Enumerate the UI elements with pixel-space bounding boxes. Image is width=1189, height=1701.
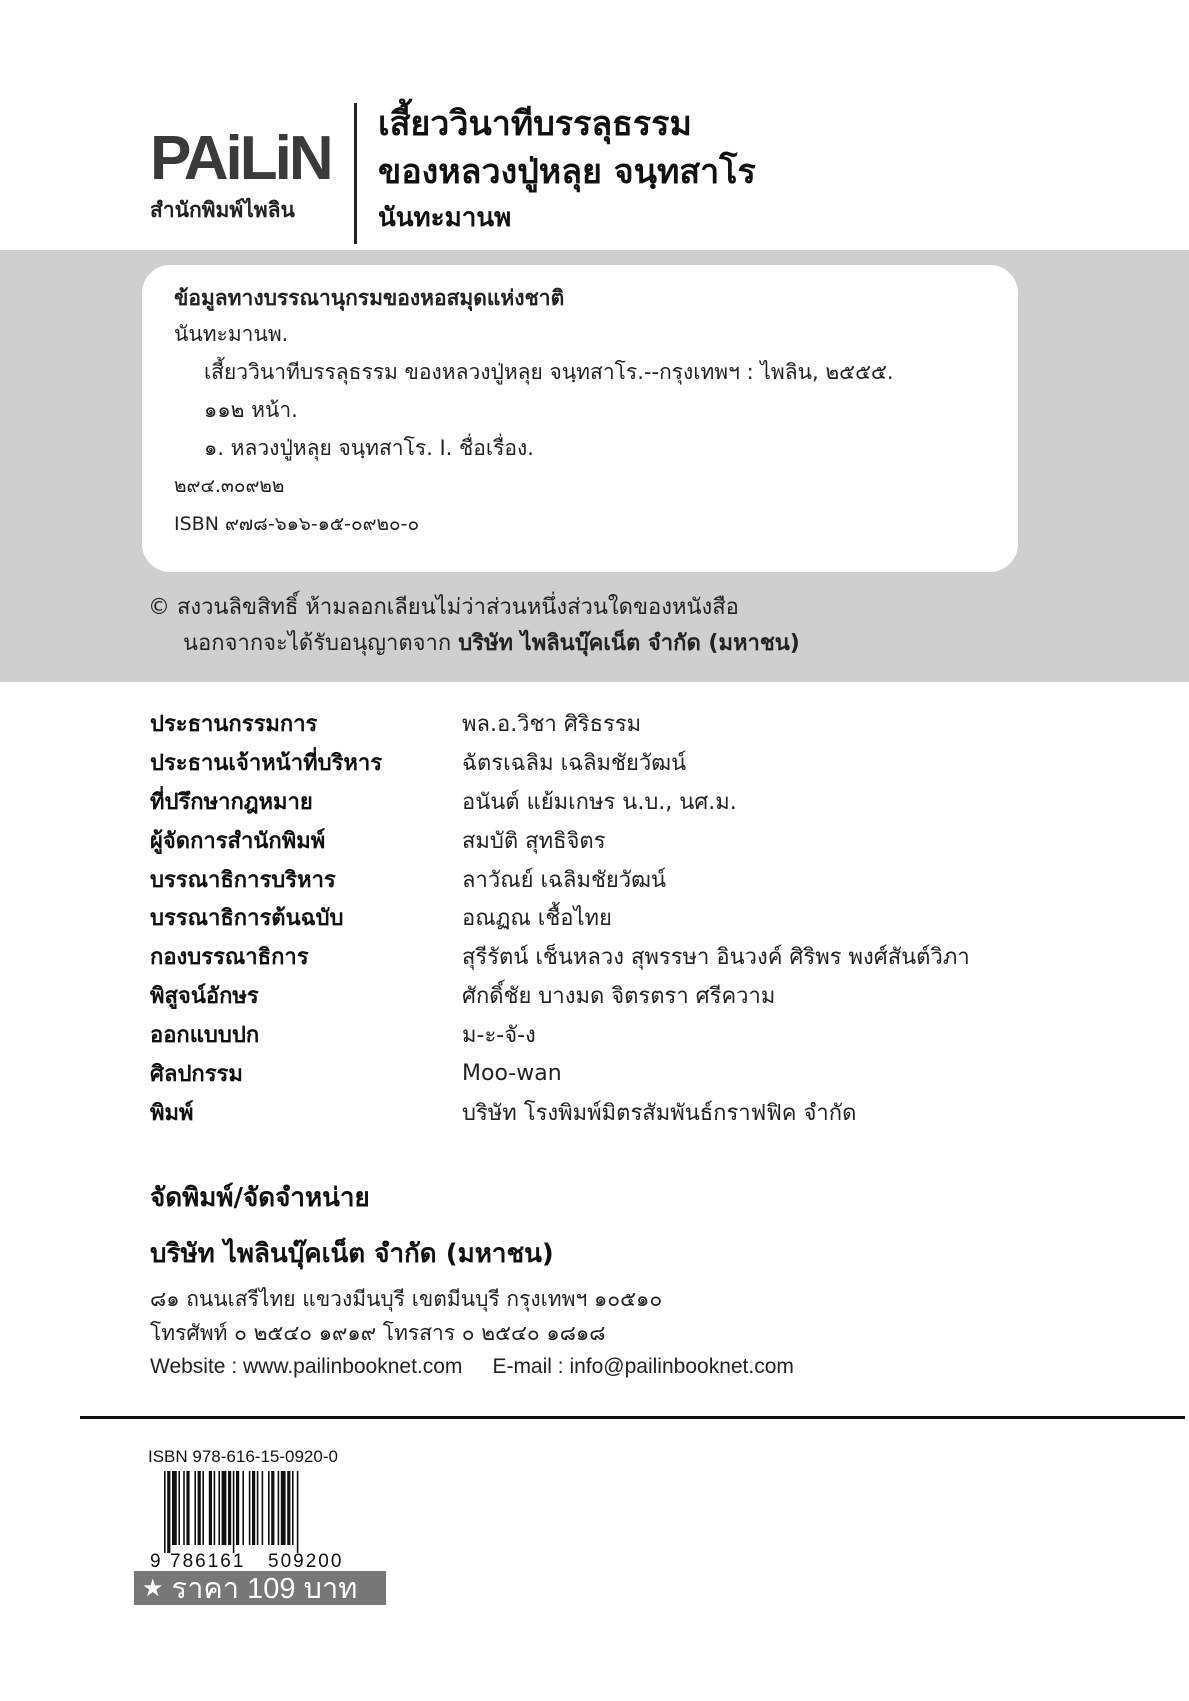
logo-subtitle: สำนักพิมพ์ไพลิน (150, 198, 295, 222)
barcode-bar (281, 1471, 286, 1545)
barcode-bar (164, 1471, 166, 1553)
barcode-bar (262, 1471, 264, 1545)
credit-role: ศิลปกรรม (150, 1061, 243, 1087)
credit-names: ศักดิ์ชัย บางมด จิตรตรา ศรีความ (462, 984, 776, 1010)
credit-names: Moo-wan (462, 1060, 562, 1086)
cip-heading: ข้อมูลทางบรรณานุกรมของหอสมุดแห่งชาติ (174, 286, 565, 310)
credit-names: ม-ะ-จั-ง (462, 1023, 536, 1049)
cip-pages: ๑๑๒ หน้า. (204, 398, 298, 422)
publisher-heading: จัดพิมพ์/จัดจำหน่าย (150, 1183, 370, 1213)
barcode-digits-group-2: 509200 (268, 1551, 344, 1571)
cip-isbn: ISBN ๙๗๘-๖๑๖-๑๕-๐๙๒๐-๐ (174, 513, 420, 535)
barcode-bar (268, 1471, 270, 1545)
barcode-bars (164, 1471, 298, 1553)
cip-card (142, 265, 1018, 572)
barcode-bar (271, 1471, 274, 1545)
credit-row (150, 782, 1090, 821)
credit-row (150, 898, 1090, 937)
credit-role: ประธานเจ้าหน้าที่บริหาร (150, 750, 383, 776)
barcode-bar (257, 1471, 259, 1545)
cip-title-entry: เสี้ยววินาทีบรรลุธรรม ของหลวงปู่หลุย จนฺทสาโร.--กรุงเทพฯ : ไพลิน, ๒๕๕๕. (204, 360, 894, 384)
credit-role: บรรณาธิการต้นฉบับ (150, 906, 344, 932)
price-tag (134, 1571, 386, 1605)
barcode-bar (242, 1471, 244, 1545)
book-author: นันทะมานพ (378, 203, 512, 233)
publisher-email: E-mail : info@pailinbooknet.com (492, 1355, 794, 1378)
publisher-info (150, 1180, 794, 1384)
credit-role: ผู้จัดการสำนักพิมพ์ (150, 828, 326, 854)
book-title-line-2: ของหลวงปู่หลุย จนฺทสาโร (378, 152, 756, 192)
credit-row (150, 937, 1090, 976)
publisher-phone: โทรศัพท์ ๐ ๒๕๔๐ ๑๙๑๙ โทรสาร ๐ ๒๕๔๐ ๑๘๑๘ (150, 1321, 606, 1345)
cip-subject: ๑. หลวงปู่หลุย จนฺทสาโร. I. ชื่อเรื่อง. (204, 436, 534, 460)
barcode-bar (202, 1471, 204, 1545)
barcode-bar (183, 1471, 185, 1545)
barcode-bar (236, 1471, 239, 1545)
copyright-line-2 (148, 626, 800, 662)
barcode-bar (178, 1471, 180, 1545)
header-divider (354, 103, 357, 244)
credit-names: ฉัตรเฉลิม เฉลิมชัยวัฒน์ (462, 750, 687, 776)
header (0, 0, 1189, 250)
star-icon: ★ (142, 1574, 164, 1602)
publisher-company: บริษัท ไพลินบุ๊คเน็ต จำกัด (มหาชน) (150, 1239, 554, 1269)
copyright-prefix: นอกจากจะได้รับอนุญาตจาก (183, 631, 452, 656)
credit-names: อณฏณ เชื้อไทย (462, 906, 612, 932)
publisher-logo (150, 124, 331, 227)
isbn-barcode (148, 1471, 372, 1571)
copyright-notice (148, 590, 800, 662)
barcode-bar (198, 1471, 201, 1545)
credit-role: พิมพ์ (150, 1100, 194, 1126)
barcode-bar (252, 1471, 255, 1545)
barcode-bar (167, 1471, 170, 1553)
barcode-isbn-label: ISBN 978-616-15-0920-0 (148, 1447, 338, 1466)
barcode-bar (249, 1471, 251, 1545)
barcode-bar (172, 1471, 177, 1545)
barcode-bar (222, 1471, 227, 1545)
barcode-bar (228, 1471, 231, 1545)
barcode-bar (209, 1471, 212, 1545)
barcode-bar (292, 1471, 294, 1545)
credit-names: พล.อ.วิชา ศิริธรรม (462, 711, 642, 737)
publisher-web-line (150, 1350, 794, 1384)
credit-names: สมบัติ สุทธิจิตร (462, 828, 606, 854)
cip-text (174, 281, 894, 543)
credit-row (150, 1015, 1090, 1054)
credit-names: อนันต์ แย้มเกษร น.บ., นศ.ม. (462, 789, 737, 815)
barcode-block (148, 1447, 378, 1571)
credit-role: กองบรรณาธิการ (150, 945, 309, 971)
credit-role: บรรณาธิการบริหาร (150, 867, 336, 893)
credit-role: ออกแบบปก (150, 1023, 260, 1049)
credit-row (150, 1054, 1090, 1093)
bottom-divider (80, 1416, 1185, 1419)
credits-list (150, 704, 1090, 1132)
cip-author-entry: นันทะมานพ. (174, 322, 289, 346)
credit-names: สุรีรัตน์ เช็นหลวง สุพรรษา อินวงค์ ศิริพร พงศ์สันต์วิภา (462, 945, 970, 971)
credit-names: ลาวัณย์ เฉลิมชัยวัฒน์ (462, 867, 667, 893)
credit-row (150, 821, 1090, 860)
credit-row (150, 743, 1090, 782)
barcode-bar (287, 1471, 290, 1545)
credit-row (150, 860, 1090, 899)
credit-row (150, 976, 1090, 1015)
credit-row (150, 1093, 1090, 1132)
publisher-website: Website : www.pailinbooknet.com (150, 1355, 463, 1378)
barcode-bar (186, 1471, 189, 1545)
price-label: ราคา 109 บาท (171, 1573, 358, 1605)
barcode-bar (233, 1471, 235, 1553)
catalog-band (0, 250, 1189, 682)
barcode-digit-first: 9 (150, 1551, 161, 1571)
credit-row (150, 704, 1090, 743)
copyright-company: บริษัท ไพลินบุ๊คเน็ต จำกัด (มหาชน) (458, 631, 800, 656)
barcode-digits-group-1: 786161 (170, 1551, 246, 1571)
book-title-block (378, 100, 756, 238)
credit-names: บริษัท โรงพิมพ์มิตรสัมพันธ์กราฟฟิค จำกัด (462, 1100, 857, 1126)
credit-role: ที่ปรึกษากฎหมาย (150, 789, 313, 815)
barcode-bar (218, 1471, 220, 1545)
credit-role: ประธานกรรมการ (150, 711, 318, 737)
barcode-bar (194, 1471, 196, 1545)
credit-role: พิสูจน์อักษร (150, 984, 259, 1010)
barcode-bar (297, 1471, 299, 1553)
cip-class-number: ๒๙๔.๓๐๙๒๒ (174, 475, 285, 497)
logo-wordmark: PAiLiN (150, 124, 331, 193)
book-title-line-1: เสี้ยววินาทีบรรลุธรรม (378, 104, 692, 144)
barcode-bar (278, 1471, 280, 1545)
copyright-line-1: © สงวนลิขสิทธิ์ ห้ามลอกเลียนไม่ว่าส่วนหนึ่งส่วนใดของหนังสือ (148, 595, 739, 620)
publisher-address: ๘๑ ถนนเสรีไทย แขวงมีนบุรี เขตมีนบุรี กรุงเทพฯ ๑๐๕๑๐ (150, 1287, 663, 1311)
barcode-bar (214, 1471, 216, 1545)
